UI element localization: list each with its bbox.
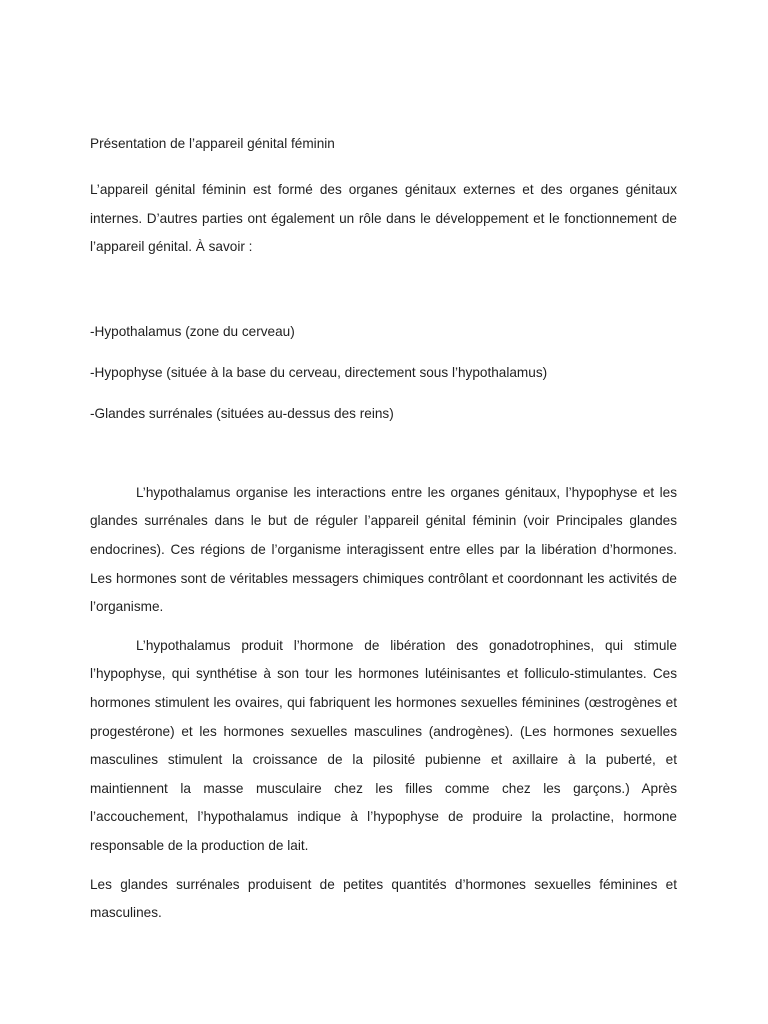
document-title: Présentation de l’appareil génital féminin [90,136,335,151]
intro-paragraph: L’appareil génital féminin est formé des organes génitaux externes et des organes génitaux internes. D’autres parties ont également un rôle dans le développement et le fonctionnement de l’appareil génital. À savoir : [90,182,677,255]
organ-list [90,320,677,426]
body-paragraph-2: L’hypothalamus produit l’hormone de libération des gonadotrophines, qui stimule l’hypophyse, qui synthétise à son tour les hormones lutéinisantes et folliculo-stimulantes. Ces hormones stimulent les ovaires, qui fabriquent les hormones sexuelles féminines (œstrogènes et progestérone) et les hormones sexuelles masculines (androgènes). (Les hormones sexuelles masculines stimulent la croissance de la pilosité pubienne et axillaire à la puberté, et maintiennent la masse musculaire chez les filles comme chez les garçons.) Après l’accouchement, l’hypothalamus indique à l’hypophyse de produire la prolactine, hormone responsable de la production de lait. [90,637,677,853]
body-paragraph-3: Les glandes surrénales produisent de petites quantités d’hormones sexuelles féminines et masculines. [90,876,677,921]
document-page [90,132,677,928]
body-paragraph-1: L’hypothalamus organise les interactions entre les organes génitaux, l’hypophyse et les glandes surrénales dans le but de réguler l’appareil génital féminin (voir Principales glandes endocrines). Ces régions de l’organisme interagissent entre elles par la libération d’hormones. Les hormones sont de véritables messagers chimiques contrôlant et coordonnant les activités de l’organisme. [90,484,677,615]
list-item: -Hypothalamus (zone du cerveau) [90,323,295,339]
list-item: -Glandes surrénales (situées au-dessus des reins) [90,405,394,421]
list-item: -Hypophyse (située à la base du cerveau, directement sous l’hypothalamus) [90,364,548,380]
